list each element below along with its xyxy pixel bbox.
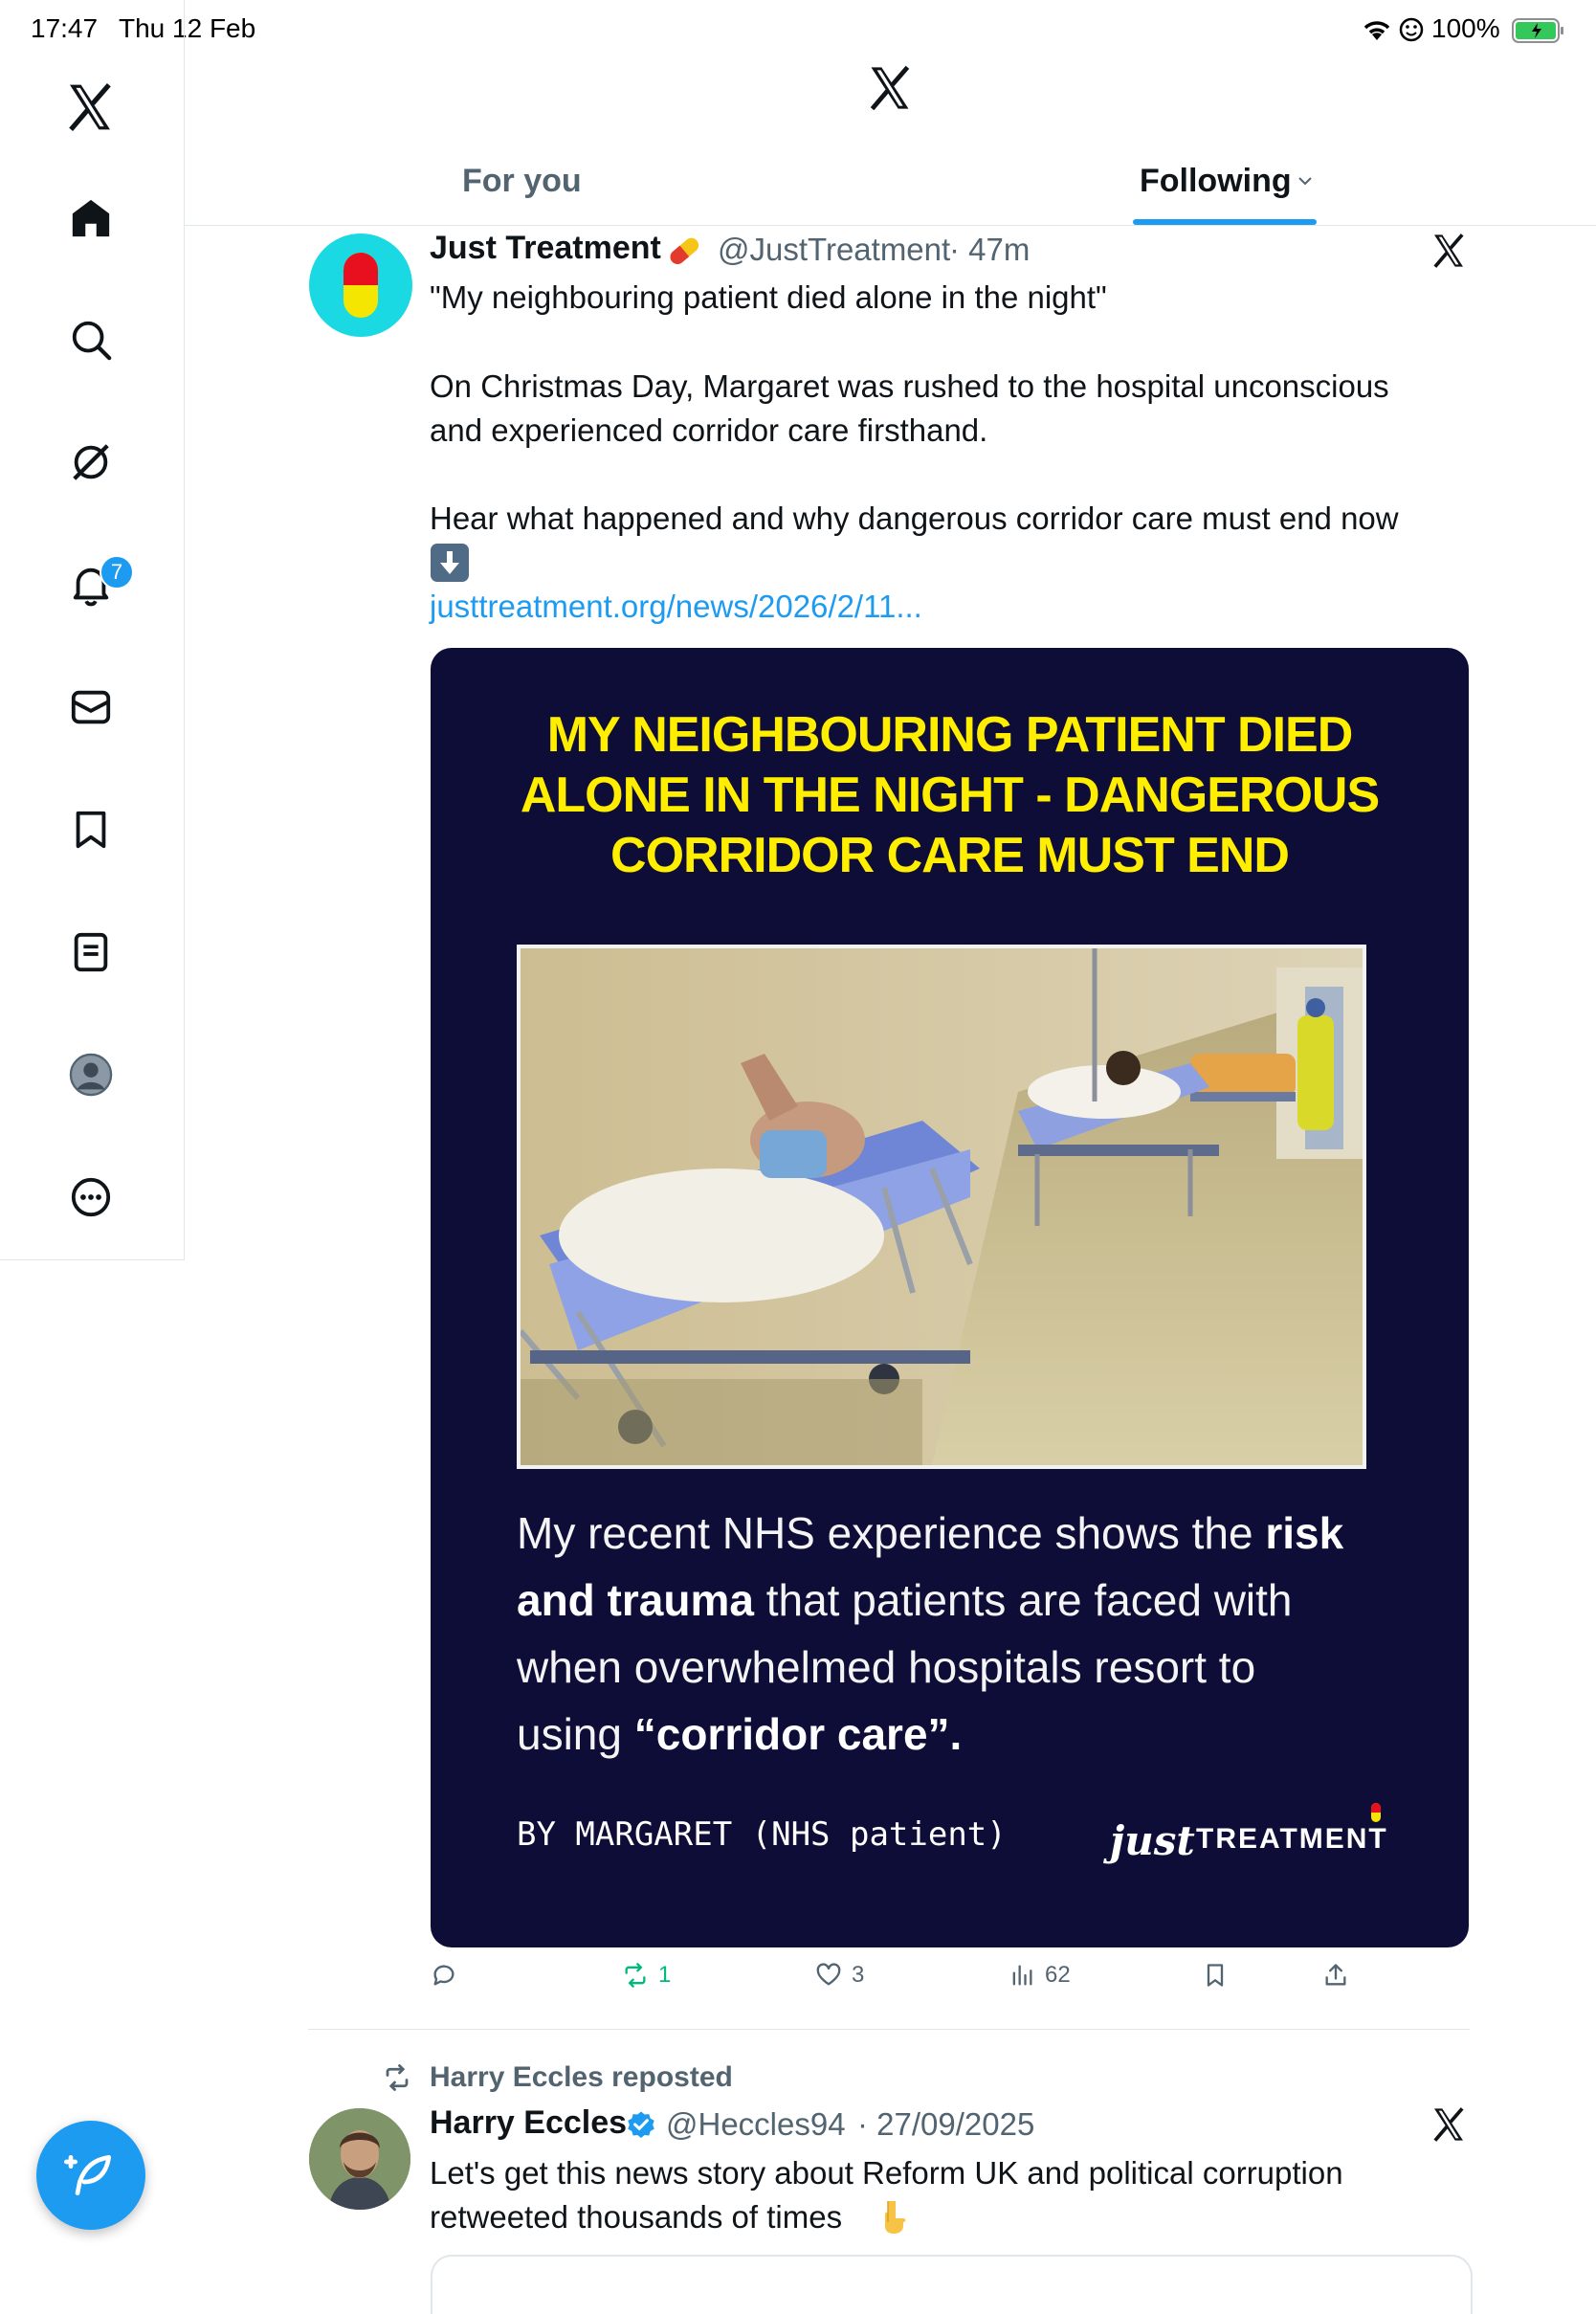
sidebar-item-more[interactable] — [59, 1166, 122, 1229]
tweet-author-name[interactable]: Just Treatment — [430, 230, 661, 266]
wifi-icon — [1361, 17, 1393, 47]
tweet-author-name[interactable]: Harry Eccles — [430, 2104, 628, 2141]
x-badge-icon — [1430, 232, 1468, 275]
card-body-fragment: that patients are faced with — [753, 1575, 1293, 1625]
home-icon — [69, 196, 113, 240]
sidebar-item-grok[interactable] — [59, 431, 122, 494]
reposted-by[interactable]: Harry Eccles reposted — [430, 2061, 733, 2093]
card-body-line: when overwhelmed hospitals resort to — [517, 1642, 1256, 1692]
avatar-harry-eccles[interactable] — [309, 2108, 410, 2210]
logo-caps-text: TREATMENT — [1196, 1823, 1388, 1855]
like-button[interactable] — [815, 1962, 864, 1989]
x-badge-icon — [1430, 2105, 1468, 2148]
card-body-bold: “corridor care”. — [633, 1709, 963, 1759]
card-headline-line: MY NEIGHBOURING PATIENT DIED — [546, 707, 1353, 763]
bookmark-icon — [69, 808, 113, 852]
tweet-handle[interactable]: @JustTreatment — [718, 232, 951, 267]
status-time: 17:47 — [31, 13, 99, 43]
card-body-line — [517, 1567, 1378, 1634]
pill-emoji-icon — [664, 232, 704, 275]
logo-script-text: just — [1110, 1817, 1195, 1864]
sidebar-item-profile[interactable] — [59, 1043, 122, 1106]
more-icon — [69, 1175, 113, 1219]
tweet-text-line: Let's get this news story about Reform UK and political corruption — [430, 2155, 1343, 2191]
repost-indicator-icon — [381, 2063, 413, 2097]
tweet-text-line: On Christmas Day, Margaret was rushed to the hospital unconscious — [430, 368, 1389, 404]
reply-icon — [431, 1962, 457, 1989]
header-x-logo-icon[interactable] — [865, 63, 915, 118]
pill-logo-icon — [309, 234, 412, 337]
pointing-down-emoji-icon — [876, 2197, 911, 2240]
card-headline — [431, 705, 1469, 886]
profile-icon — [69, 1053, 113, 1097]
battery-icon — [1512, 17, 1565, 49]
down-arrow-emoji-icon — [431, 544, 469, 582]
heart-icon — [815, 1962, 842, 1989]
tweet-time[interactable]: · 47m — [949, 232, 1031, 267]
tweet-text-line: "My neighbouring patient died alone in the night" — [430, 279, 1107, 315]
share-icon — [1322, 1962, 1349, 1989]
views-chart-icon — [1009, 1962, 1035, 1989]
tweet-handle[interactable]: @Heccles94 — [666, 2106, 846, 2142]
card-body-fragment: using — [517, 1709, 634, 1759]
tweet-separator — [308, 2029, 1470, 2030]
repost-icon — [622, 1962, 649, 1989]
sidebar-item-explore[interactable] — [59, 308, 122, 371]
search-icon — [69, 318, 113, 362]
logo-pill-icon — [1370, 1802, 1382, 1828]
status-date: Thu 12 Feb — [119, 13, 256, 43]
tweet-text-line: retweeted thousands of times — [430, 2199, 843, 2235]
mail-icon — [69, 685, 113, 729]
bookmark-button[interactable] — [1202, 1962, 1229, 1989]
tab-for-you[interactable]: For you — [462, 163, 582, 199]
card-byline: BY MARGARET (NHS patient) — [517, 1815, 1007, 1854]
card-headline-line: CORRIDOR CARE MUST END — [610, 828, 1289, 883]
tweet-text-line: Hear what happened and why dangerous corridor care must end now — [430, 501, 1399, 536]
notification-badge: 7 — [100, 555, 134, 590]
focus-icon — [1399, 17, 1424, 47]
verified-badge-icon — [625, 2108, 657, 2146]
tabs-divider — [185, 225, 1596, 226]
card-body-line — [517, 1500, 1378, 1567]
bookmark-icon — [1202, 1962, 1229, 1989]
compose-button[interactable] — [36, 2121, 145, 2230]
views-button[interactable] — [1009, 1962, 1071, 1989]
card-body-bold: risk — [1265, 1508, 1344, 1558]
sidebar-item-messages[interactable] — [59, 676, 122, 739]
grok-icon — [69, 440, 113, 484]
list-icon — [69, 930, 113, 974]
x-logo-icon[interactable] — [63, 80, 117, 139]
views-count: 62 — [1045, 1962, 1071, 1988]
tweet-text-line: and experienced corridor care firsthand. — [430, 412, 988, 448]
tweet-media-card[interactable] — [431, 648, 1469, 1947]
card-body-bold: and trauma — [517, 1575, 754, 1625]
tweet-link[interactable]: justtreatment.org/news/2026/2/11... — [430, 589, 922, 624]
tweet-media-card[interactable] — [431, 2255, 1473, 2314]
card-body-line — [517, 1701, 1378, 1768]
chevron-down-icon[interactable] — [1296, 174, 1315, 192]
card-body-fragment: My recent NHS experience shows the — [517, 1508, 1266, 1558]
sidebar-item-lists[interactable] — [59, 921, 122, 984]
corridor-photo — [517, 945, 1366, 1469]
battery-percent: 100% — [1431, 13, 1500, 43]
tab-following[interactable]: Following — [1140, 163, 1292, 199]
sidebar-item-home[interactable] — [59, 187, 122, 250]
card-headline-line: ALONE IN THE NIGHT - DANGEROUS — [520, 768, 1380, 823]
card-body-text — [517, 1500, 1378, 1768]
avatar-just-treatment[interactable] — [309, 234, 412, 337]
avatar-photo-icon — [309, 2108, 410, 2210]
share-button[interactable] — [1322, 1962, 1349, 1989]
repost-button[interactable] — [622, 1962, 671, 1989]
repost-count: 1 — [658, 1962, 672, 1988]
sidebar-item-bookmarks[interactable] — [59, 798, 122, 861]
feather-plus-icon — [64, 2148, 118, 2202]
tweet-time[interactable]: · 27/09/2025 — [857, 2106, 1035, 2142]
like-count: 3 — [852, 1962, 865, 1988]
reply-button[interactable] — [431, 1962, 457, 1989]
